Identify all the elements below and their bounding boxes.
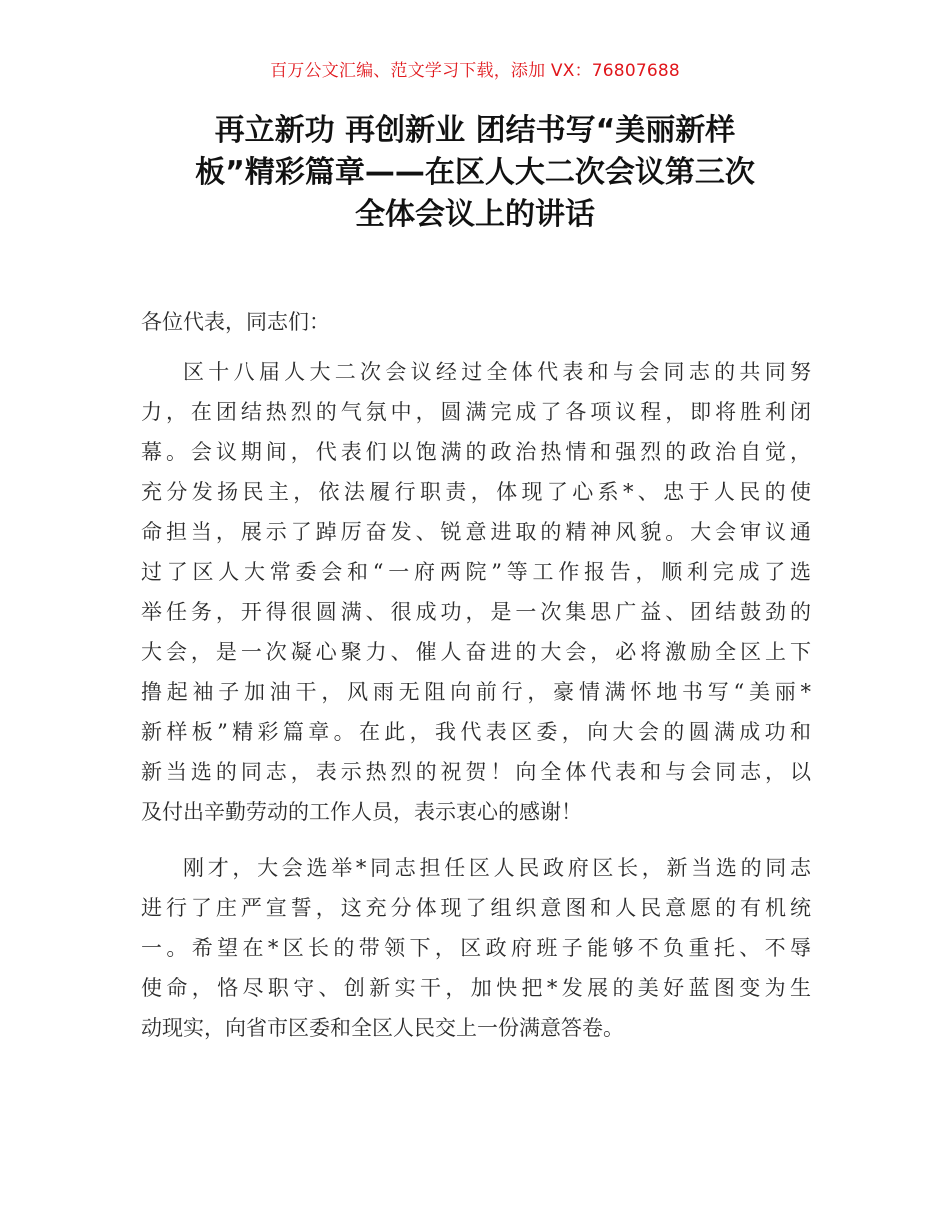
text-line: 命担当，展示了踔厉奋发、锐意进取的精神风貌。大会审议通 <box>141 520 811 544</box>
text-line: 大会，是一次凝心聚力、催人奋进的大会，必将激励全区上下 <box>141 640 811 664</box>
watermark-banner: 百万公文汇编、范文学习下载，添加 VX：76807688 <box>270 61 680 81</box>
text-line: 幕。会议期间，代表们以饱满的政治热情和强烈的政治自觉， <box>141 440 811 464</box>
text-line: 新样板”精彩篇章。在此，我代表区委，向大会的圆满成功和 <box>141 720 811 744</box>
text-line: 使命，恪尽职守、创新实干，加快把*发展的美好蓝图变为生 <box>141 976 811 1000</box>
text-line: 区十八届人大二次会议经过全体代表和与会同志的共同努 <box>183 360 811 384</box>
text-line: 刚才，大会选举*同志担任区人民政府区长，新当选的同志 <box>183 856 811 880</box>
text-line: 新当选的同志，表示热烈的祝贺！向全体代表和与会同志，以 <box>141 760 811 784</box>
paragraph-2 <box>141 848 811 1048</box>
text-line: 撸起袖子加油干，风雨无阻向前行，豪情满怀地书写“美丽* <box>141 680 811 704</box>
title-line: 再立新功 再创新业 团结书写“美丽新样 <box>214 113 736 148</box>
title-line: 板”精彩篇章——在区人大二次会议第三次 <box>195 155 755 190</box>
paragraph-1 <box>141 352 811 832</box>
document-title <box>140 110 810 236</box>
salutation: 各位代表，同志们： <box>141 310 330 334</box>
title-line: 全体会议上的讲话 <box>355 197 595 232</box>
text-line: 一。希望在*区长的带领下，区政府班子能够不负重托、不辱 <box>141 936 811 960</box>
text-line: 动现实，向省市区委和全区人民交上一份满意答卷。 <box>141 1016 624 1040</box>
text-line: 进行了庄严宣誓，这充分体现了组织意图和人民意愿的有机统 <box>141 896 811 920</box>
text-line: 充分发扬民主，依法履行职责，体现了心系*、忠于人民的使 <box>141 480 811 504</box>
text-line: 及付出辛勤劳动的工作人员，表示衷心的感谢！ <box>141 800 582 824</box>
text-line: 举任务，开得很圆满、很成功，是一次集思广益、团结鼓劲的 <box>141 600 811 624</box>
text-line: 过了区人大常委会和“一府两院”等工作报告，顺利完成了选 <box>141 560 811 584</box>
text-line: 力，在团结热烈的气氛中，圆满完成了各项议程，即将胜利闭 <box>141 400 811 424</box>
